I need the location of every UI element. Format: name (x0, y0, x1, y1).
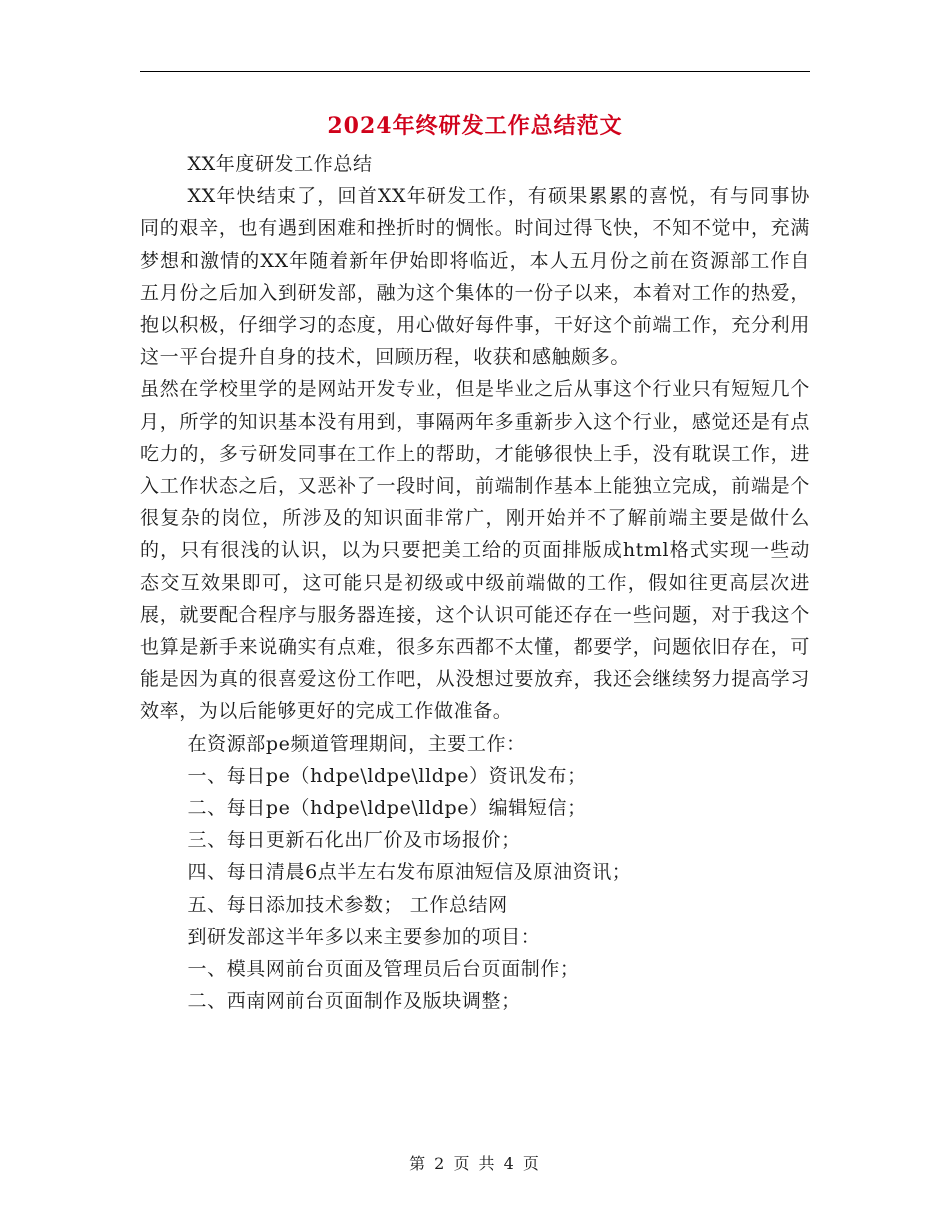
header-divider (140, 71, 810, 72)
document-body (140, 148, 810, 1017)
list-item: 五、每日添加技术参数； 工作总结网 (187, 893, 508, 916)
list-item: 一、模具网前台页面及管理员后台页面制作； (187, 958, 580, 981)
page-number: 第 2 页 共 4 页 (409, 1154, 541, 1173)
paragraph-rd-projects-heading: 到研发部这半年多以来主要参加的项目： (187, 925, 541, 948)
list-item: 二、西南网前台页面制作及版块调整； (187, 990, 521, 1013)
paragraph-subtitle: XX年度研发工作总结 (187, 153, 373, 175)
document-title: 2024年终研发工作总结范文 (327, 113, 623, 139)
list-item: 一、每日pe（hdpe\ldpe\lldpe）资讯发布； (187, 764, 587, 787)
list-item: 四、每日清晨6点半左右发布原油短信及原油资讯； (187, 861, 632, 884)
paragraph-resource-dept-heading: 在资源部pe频道管理期间，主要工作： (187, 732, 526, 755)
paragraph-background: 虽然在学校里学的是网站开发专业，但是毕业之后从事这个行业只有短短几个月，所学的知识基本没有用到，事隔两年多重新步入这个行业，感觉还是有点吃力的，多亏研发同事在工作上的帮助，才能够很快上手，没有耽误工作，进入工作状态之后，又恶补了一段时间，前端制作基本上能独立完成，前端是个很复杂的岗位，所涉及的知识面非常广，刚开始并不了解前端主要是做什么的，只有很浅的认识，以为只要把美工给的页面排版成html格式实现一些动态交互效果即可，这可能只是初级或中级前端做的工作，假如往更高层次进展，就要配合程序与服务器连接，这个认识可能还存在一些问题，对于我这个也算是新手来说确实有点难，很多东西都不太懂，都要学，问题依旧存在，可能是因为真的很喜爱这份工作吧，从没想过要放弃，我还会继续努力提高学习效率，为以后能够更好的完成工作做准备。 (140, 378, 810, 723)
paragraph-intro: XX年快结束了，回首XX年研发工作，有硕果累累的喜悦，有与同事协同的艰辛，也有遇到困难和挫折时的惆怅。时间过得飞快，不知不觉中，充满梦想和激情的XX年随着新年伊始即将临近，本人五月份之前在资源部工作自五月份之后加入到研发部，融为这个集体的一份子以来，本着对工作的热爱，抱以积极，仔细学习的态度，用心做好每件事，干好这个前端工作，充分利用这一平台提升自身的技术，回顾历程，收获和感触颇多。 (140, 185, 810, 369)
list-item: 三、每日更新石化出厂价及市场报价； (187, 829, 521, 852)
list-item: 二、每日pe（hdpe\ldpe\lldpe）编辑短信； (187, 797, 587, 820)
